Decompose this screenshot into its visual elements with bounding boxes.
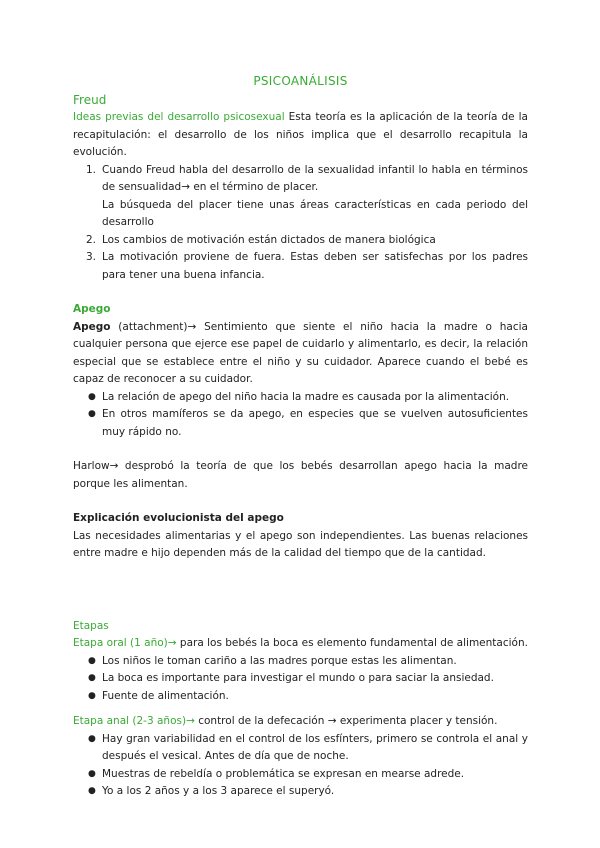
list-item-text: Los niños le toman cariño a las madres porque estas les alimentan. xyxy=(102,654,457,667)
freud-numbered-list xyxy=(73,162,528,285)
anal-stage-text: control de la defecación → experimenta placer y tensión. xyxy=(194,715,498,727)
list-item xyxy=(73,232,528,250)
bullet-icon: ● xyxy=(88,655,96,666)
bullet-icon: ● xyxy=(88,690,96,701)
freud-intro-text: Esta teoría es la aplicación de la teoría de la recapitulación: el desarrollo de los niños implica que el desarrollo recapitula la evolución. xyxy=(73,111,528,158)
bullet-icon: ● xyxy=(88,768,96,779)
list-item xyxy=(73,162,528,197)
oral-stage-paragraph xyxy=(73,635,528,653)
list-item xyxy=(73,249,528,284)
bullet-icon: ● xyxy=(88,409,96,419)
list-item xyxy=(73,406,528,441)
list-item-text: La relación de apego del niño hacia la madre es causada por la alimentación. xyxy=(102,390,510,403)
bullet-icon: ● xyxy=(88,786,96,796)
list-item xyxy=(73,389,528,407)
apego-definition-text: (attachment)→ Sentimiento que siente el niño hacia la madre o hacia cualquier persona que ejerce ese papel de cuidarlo y alimentarlo, es decir, la relación especial que se establece entre el niño y su cuidador. Aparece cuando el bebé es capaz de reconocer a su cuidador. xyxy=(73,320,528,385)
list-number: 3. xyxy=(86,251,97,263)
section-heading-apego: Apego xyxy=(73,303,111,315)
anal-stage-label: Etapa anal (2-3 años)→ xyxy=(73,715,195,727)
list-item xyxy=(73,688,528,706)
list-item xyxy=(73,766,528,784)
anal-stage-paragraph xyxy=(73,713,528,731)
list-item-text: Fuente de alimentación. xyxy=(102,689,229,702)
list-item xyxy=(73,653,528,671)
harlow-paragraph: Harlow→ desprobó la teoría de que los bebés desarrollan apego hacia la madre porque les alimentan. xyxy=(73,460,528,490)
list-number: 1. xyxy=(86,163,97,176)
evolutionary-paragraph: Las necesidades alimentarias y el apego son independientes. Las buenas relaciones entre madre e hijo dependen más de la calidad del tiempo que de la cantidad. xyxy=(73,529,528,559)
freud-intro-paragraph xyxy=(73,109,528,162)
list-number: 2. xyxy=(86,233,97,246)
freud-intro-label: Ideas previas del desarrollo psicosexual xyxy=(73,111,285,123)
list-item-text: En otros mamíferos se da apego, en especies que se vuelven autosuficientes muy rápido no. xyxy=(102,408,528,438)
document-content xyxy=(73,71,528,801)
list-item-text: La motivación proviene de fuera. Estas deben ser satisfechas por los padres para tener una buena infancia. xyxy=(102,251,528,281)
apego-bullet-list xyxy=(73,389,528,442)
list-item-text: La búsqueda del placer tiene unas áreas características en cada periodo del desarrollo xyxy=(102,198,528,228)
list-item-text: Los cambios de motivación están dictados de manera biológica xyxy=(102,233,436,246)
bullet-icon: ● xyxy=(88,733,96,744)
list-item-text: Hay gran variabilidad en el control de los esfínters, primero se controla el anal y después el vesical. Antes de día que de noche. xyxy=(102,732,528,762)
section-heading-etapas: Etapas xyxy=(73,619,109,632)
oral-stage-label: Etapa oral (1 año)→ xyxy=(73,637,177,649)
anal-stage-bullet-list xyxy=(73,731,528,801)
list-item-text: La boca es importante para investigar el mundo o para saciar la ansiedad. xyxy=(102,672,494,684)
evolutionary-heading: Explicación evolucionista del apego xyxy=(73,512,284,524)
list-item xyxy=(73,783,528,801)
bullet-icon: ● xyxy=(88,391,96,402)
apego-definition-term: Apego xyxy=(73,320,111,333)
list-item-continuation xyxy=(73,197,528,232)
list-item-text: Muestras de rebeldía o problemática se expresan en mearse adrede. xyxy=(102,767,465,780)
list-item xyxy=(73,670,528,688)
oral-stage-text: para los bebés la boca es elemento fundamental de alimentación. xyxy=(176,637,528,649)
list-item xyxy=(73,731,528,766)
apego-definition-paragraph xyxy=(73,319,528,389)
section-heading-freud: Freud xyxy=(73,93,107,107)
page-title: PSICOANÁLISIS xyxy=(253,74,348,88)
list-item-text: Yo a los 2 años y a los 3 aparece el superyó. xyxy=(102,785,335,797)
list-item-text: Cuando Freud habla del desarrollo de la sexualidad infantil lo habla en términos de sensualidad→ en el término de placer. xyxy=(102,163,528,193)
oral-stage-bullet-list xyxy=(73,653,528,706)
bullet-icon: ● xyxy=(88,673,96,683)
